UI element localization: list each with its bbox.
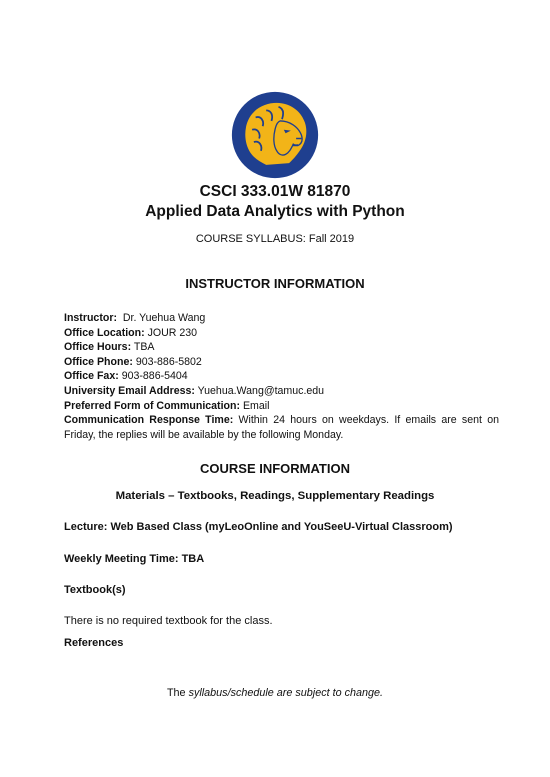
office-hours-row — [64, 340, 499, 355]
references-heading: References — [64, 637, 124, 649]
email-row — [64, 384, 499, 399]
field-label: Office Location: — [64, 326, 145, 339]
office-location-value: JOUR 230 — [147, 326, 198, 339]
office-hours-value: TBA — [133, 341, 155, 354]
office-phone-row — [64, 355, 499, 370]
course-info-heading: COURSE INFORMATION — [200, 461, 350, 476]
materials-heading: Materials – Textbooks, Readings, Supplementary Readings — [115, 490, 435, 502]
email-link[interactable]: Yuehua.Wang@tamuc.edu — [197, 384, 325, 397]
instructor-info-heading: INSTRUCTOR INFORMATION — [185, 276, 365, 291]
office-phone-value: 903-886-5802 — [135, 355, 202, 368]
response-time-value: Within 24 hours on weekdays. If emails are sent on Friday, the replies will be available by the following Monday. — [64, 414, 499, 441]
syllabus-label: COURSE SYLLABUS: Fall 2019 — [195, 233, 355, 245]
office-fax-row — [64, 369, 499, 384]
field-label: Instructor: — [64, 312, 117, 324]
field-label: Office Phone: — [64, 355, 133, 368]
preferred-communication-value: Email — [242, 399, 270, 412]
instructor-info-block — [64, 311, 499, 442]
lecture-line: Lecture: Web Based Class (myLeoOnline and YouSeeU-Virtual Classroom) — [64, 521, 453, 533]
course-code: CSCI 333.01W 81870 — [199, 183, 351, 200]
course-title: Applied Data Analytics with Python — [145, 203, 405, 220]
textbook-text: There is no required textbook for the class. — [64, 615, 273, 627]
change-notice — [0, 687, 550, 699]
field-label: Preferred Form of Communication: — [64, 399, 240, 412]
response-time-row — [64, 413, 499, 442]
instructor-row — [64, 311, 499, 326]
instructor-name: Dr. Yuehua Wang — [122, 312, 206, 324]
office-fax-value: 903-886-5404 — [121, 370, 188, 383]
field-label: Office Fax: — [64, 370, 119, 383]
preferred-communication-row — [64, 399, 499, 414]
field-label: Communication Response Time: — [64, 414, 234, 427]
office-location-row — [64, 326, 499, 341]
change-notice-prefix: The — [166, 687, 189, 699]
field-label: Office Hours: — [64, 341, 132, 354]
textbook-heading: Textbook(s) — [64, 584, 126, 596]
field-label: University Email Address: — [64, 384, 195, 397]
change-notice-italic: syllabus/schedule are subject to change. — [188, 687, 384, 699]
meeting-time-line: Weekly Meeting Time: TBA — [64, 553, 205, 565]
lion-head-logo-icon — [231, 91, 319, 179]
